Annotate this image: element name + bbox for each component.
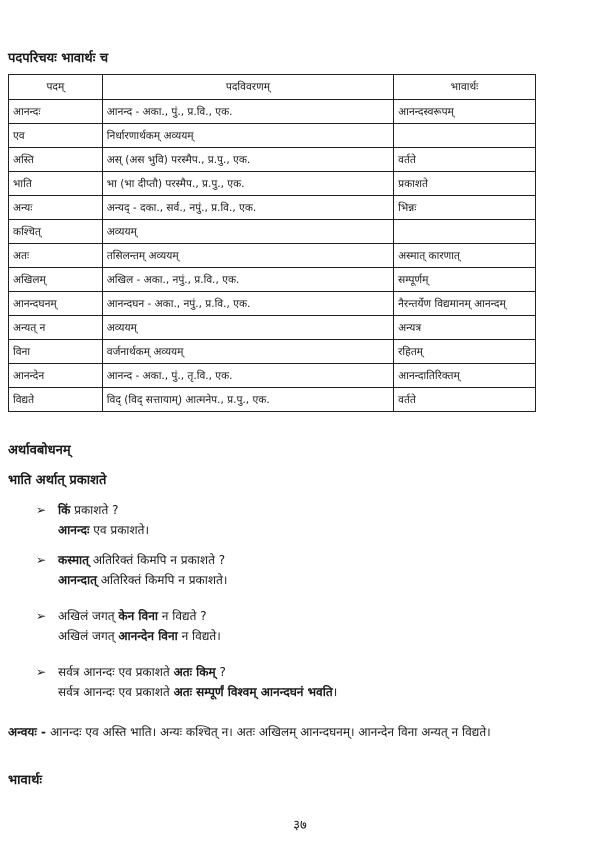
question-line bbox=[36, 550, 227, 570]
table-row bbox=[9, 340, 536, 364]
cell-pada: कश्चित् bbox=[9, 220, 103, 244]
cell-bhavartha: भिन्नः bbox=[394, 196, 536, 220]
answer-segment: न विद्यते। bbox=[177, 629, 221, 643]
answer-segment: अतः सम्पूर्णं विश्वम् आनन्दघनं भवति bbox=[173, 685, 333, 699]
page-number: ३७ bbox=[293, 818, 307, 833]
anvaya-label: अन्वयः bbox=[8, 725, 37, 739]
cell-bhavartha: अन्यत्र bbox=[394, 316, 536, 340]
question-segment: अतिरिक्तं किमपि न प्रकाशते ? bbox=[89, 553, 226, 567]
cell-pada: अन्यः bbox=[9, 196, 103, 220]
answer-line bbox=[36, 682, 337, 702]
table-row bbox=[9, 148, 536, 172]
qa-item bbox=[36, 662, 337, 702]
question-segment: कस्मात् bbox=[58, 553, 90, 567]
table-header-row bbox=[9, 75, 536, 100]
cell-padavivaranam: विद् (विद् सत्तायाम्) आत्मनेप., प्र.पु., एक. bbox=[102, 388, 393, 412]
cell-bhavartha: सम्पूर्णम् bbox=[394, 268, 536, 292]
cell-bhavartha bbox=[394, 220, 536, 244]
anvaya-dash: - bbox=[36, 725, 51, 739]
cell-padavivaranam: आनन्द - अका., पुं., प्र.वि., एक. bbox=[102, 100, 393, 124]
cell-padavivaranam: अस् (अस भुवि) परस्मैप., प्र.पु., एक. bbox=[102, 148, 393, 172]
cell-pada: विना bbox=[9, 340, 103, 364]
answer-segment: आनन्दः bbox=[58, 523, 90, 537]
cell-bhavartha: रहितम् bbox=[394, 340, 536, 364]
answer-segment: अतिरिक्तं किमपि न प्रकाशते। bbox=[96, 573, 228, 587]
table-row bbox=[9, 124, 536, 148]
question-segment: किं bbox=[58, 503, 71, 517]
arrow-bullet-icon: ➢ bbox=[36, 609, 47, 623]
table-row bbox=[9, 220, 536, 244]
cell-bhavartha: आनन्दातिरिक्तम् bbox=[394, 364, 536, 388]
cell-padavivaranam: अव्ययम् bbox=[102, 220, 393, 244]
cell-padavivaranam: वर्जनार्थकम् अव्ययम् bbox=[102, 340, 393, 364]
cell-padavivaranam: आनन्द - अका., पुं., तृ.वि., एक. bbox=[102, 364, 393, 388]
question-segment: अखिलं जगत् bbox=[58, 609, 119, 623]
cell-padavivaranam: अव्ययम् bbox=[102, 316, 393, 340]
cell-pada: अतः bbox=[9, 244, 103, 268]
cell-padavivaranam: अन्यद् - दका., सर्व., नपुं., प्र.वि., एक. bbox=[102, 196, 393, 220]
vocabulary-table bbox=[8, 74, 536, 412]
cell-padavivaranam: आनन्दघन - अका., नपुं., प्र.वि., एक. bbox=[102, 292, 393, 316]
cell-pada: एव bbox=[9, 124, 103, 148]
section-heading: पदपरिचयः भावार्थः च bbox=[8, 51, 109, 66]
question-segment: अतः किम् bbox=[173, 665, 216, 679]
answer-segment: आनन्देन विना bbox=[118, 629, 178, 643]
table-row bbox=[9, 292, 536, 316]
cell-bhavartha: वर्तते bbox=[394, 388, 536, 412]
cell-pada: आनन्देन bbox=[9, 364, 103, 388]
answer-segment: एव प्रकाशते। bbox=[89, 523, 150, 537]
cell-padavivaranam: अखिल - अका., नपुं., प्र.वि., एक. bbox=[102, 268, 393, 292]
answer-segment: आनन्दात् bbox=[58, 573, 97, 587]
answer-segment: । bbox=[332, 685, 338, 699]
arrow-bullet-icon: ➢ bbox=[36, 665, 47, 679]
question-line bbox=[36, 662, 337, 682]
question-segment: प्रकाशते ? bbox=[70, 503, 119, 517]
answer-line bbox=[36, 520, 149, 540]
section-title: अर्थावबोधनम् bbox=[8, 443, 71, 458]
table-row bbox=[9, 316, 536, 340]
cell-bhavartha bbox=[394, 124, 536, 148]
table-row bbox=[9, 388, 536, 412]
question-segment: ? bbox=[215, 665, 226, 679]
answer-segment: सर्वत्र आनन्दः एव प्रकाशते bbox=[58, 685, 174, 699]
cell-bhavartha: नैरन्तर्येण विद्यमानम् आनन्दम् bbox=[394, 292, 536, 316]
cell-pada: अस्ति bbox=[9, 148, 103, 172]
question-line bbox=[36, 606, 221, 626]
header-bhavartha: भावार्थः bbox=[394, 75, 536, 100]
question-segment: न विद्यते ? bbox=[157, 609, 207, 623]
anvaya-text: आनन्दः एव अस्ति भाति। अन्यः कश्चित् न। अतः अखिलम् आनन्दघनम्। आनन्देन विना अन्यत् न विद्यते। bbox=[50, 725, 491, 739]
subheading: भाति अर्थात् प्रकाशते bbox=[8, 473, 107, 488]
question-line bbox=[36, 500, 149, 520]
header-padavivaranam: पदविवरणम् bbox=[102, 75, 393, 100]
cell-bhavartha: प्रकाशते bbox=[394, 172, 536, 196]
answer-segment: अखिलं जगत् bbox=[58, 629, 119, 643]
bhavartha-label: भावार्थः bbox=[8, 773, 43, 788]
cell-padavivaranam: तसिलन्तम् अव्ययम् bbox=[102, 244, 393, 268]
table-row bbox=[9, 268, 536, 292]
cell-pada: अन्यत् न bbox=[9, 316, 103, 340]
cell-padavivaranam: निर्धारणार्थकम् अव्ययम् bbox=[102, 124, 393, 148]
table-row bbox=[9, 196, 536, 220]
cell-pada: अखिलम् bbox=[9, 268, 103, 292]
answer-line bbox=[36, 570, 227, 590]
cell-padavivaranam: भा (भा दीप्तौ) परस्मैप., प्र.पु., एक. bbox=[102, 172, 393, 196]
arrow-bullet-icon: ➢ bbox=[36, 553, 47, 567]
qa-item bbox=[36, 500, 149, 540]
cell-bhavartha: वर्तते bbox=[394, 148, 536, 172]
question-segment: केन विना bbox=[118, 609, 158, 623]
cell-pada: आनन्दः bbox=[9, 100, 103, 124]
anvaya-block bbox=[8, 722, 588, 742]
cell-pada: भाति bbox=[9, 172, 103, 196]
qa-item bbox=[36, 550, 227, 590]
cell-bhavartha: आनन्दस्वरूपम् bbox=[394, 100, 536, 124]
arrow-bullet-icon: ➢ bbox=[36, 503, 47, 517]
table-row bbox=[9, 364, 536, 388]
table-row bbox=[9, 244, 536, 268]
answer-line bbox=[36, 626, 221, 646]
question-segment: सर्वत्र आनन्दः एव प्रकाशते bbox=[58, 665, 174, 679]
header-pada: पदम् bbox=[9, 75, 103, 100]
table-row bbox=[9, 100, 536, 124]
cell-bhavartha: अस्मात् कारणात् bbox=[394, 244, 536, 268]
table-row bbox=[9, 172, 536, 196]
cell-pada: आनन्दघनम् bbox=[9, 292, 103, 316]
qa-item bbox=[36, 606, 221, 646]
cell-pada: विद्यते bbox=[9, 388, 103, 412]
